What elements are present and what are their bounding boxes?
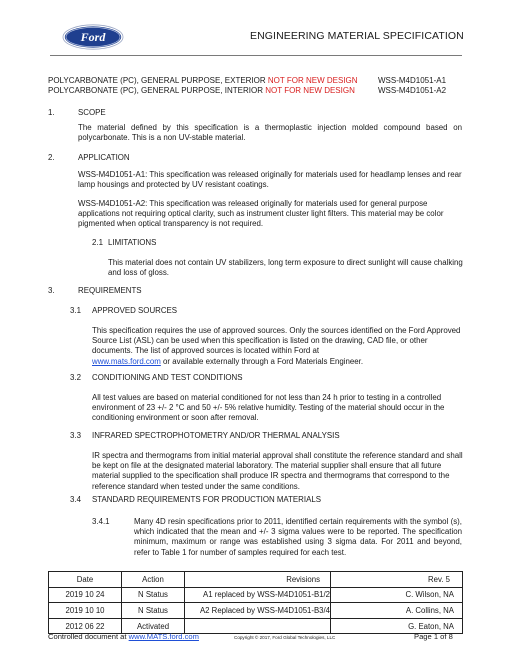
sigma-requirements-text: Many 4D resin specifications prior to 2011, identified certain requirements with the symbol (s), which indicated that the mean and +/- 3 sigma values were to be reported. The specification minimum, maximum or range was established using 3 sigma data. For 2011 and beyond, refer to Table 1 for number of samples required for each test.: [134, 517, 462, 557]
approved-sources-text: This specification requires the use of approved sources. Only the sources identified on the Ford Approved Source List (ASL) can be used when this specification is listed on the drawing, CAD file, or other documents. The list of approved sources is located within Ford at www.mats.ford.com or available externally through a Ford Materials Engineer.: [92, 326, 461, 366]
revision-date: 2019 10 24: [49, 587, 122, 603]
table-row: [49, 603, 463, 619]
revision-date: 2019 10 10: [49, 603, 122, 619]
material-desc: POLYCARBONATE (PC), GENERAL PURPOSE, EXTERIOR: [48, 76, 266, 85]
infrared-text: IR spectra and thermograms from initial material approval shall constitute the reference standard and shall be kept on file at the designated material laboratory. The material supplier shall ensure that all future material supplied to the specification shall produce IR spectra and thermograms that correspond to the reference standard when tested under the same conditions.: [92, 451, 463, 491]
section-title-standard-requirements: STANDARD REQUIREMENTS FOR PRODUCTION MATERIALS: [92, 495, 321, 504]
header-revisions: Revisions: [185, 572, 331, 588]
section-number: 3.2: [70, 373, 81, 382]
section-title-limitations: LIMITATIONS: [108, 238, 157, 247]
material-code-a2: WSS-M4D1051-A2: [378, 86, 447, 95]
header-date: Date: [49, 572, 122, 588]
table-header-row: [49, 572, 463, 588]
document-title: ENGINEERING MATERIAL SPECIFICATION: [250, 30, 464, 42]
revision-author: G. Eaton, NA: [331, 618, 463, 634]
controlled-document-note: Controlled document at www.MATS.ford.com: [48, 632, 199, 641]
material-desc: POLYCARBONATE (PC), GENERAL PURPOSE, INTERIOR: [48, 86, 263, 95]
revision-date: 2012 06 22: [49, 618, 122, 634]
section-number: 2.1: [92, 238, 103, 247]
ford-logo: [62, 24, 124, 50]
revision-author: A. Collins, NA: [331, 603, 463, 619]
application-text-a1: WSS-M4D1051-A1: This specification was released originally for materials used for headlamp lenses and rear lamp housings and protected by UV resistant coatings.: [78, 170, 462, 190]
revision-author: C. Wilson, NA: [331, 587, 463, 603]
section-title-application: APPLICATION: [78, 153, 130, 162]
revision-description: [185, 618, 331, 634]
section-number: 3.1: [70, 306, 81, 315]
material-line-a1: [48, 76, 358, 85]
section-number: 3.4.1: [92, 517, 110, 526]
scope-text: The material defined by this specification is a thermoplastic injection molded compound based on polycarbonate. This is a non UV-stable material.: [78, 123, 462, 143]
header-divider: [50, 55, 462, 56]
revision-action: Activated: [122, 618, 185, 634]
section-title-approved-sources: APPROVED SOURCES: [92, 306, 178, 315]
section-number: 3.4: [70, 495, 81, 504]
revision-description: A1 replaced by WSS-M4D1051-B1/2: [185, 587, 331, 603]
revision-action: N Status: [122, 587, 185, 603]
table-row: [49, 587, 463, 603]
section-title-conditioning: CONDITIONING AND TEST CONDITIONS: [92, 373, 243, 382]
revision-action: N Status: [122, 603, 185, 619]
page-number: Page 1 of 8: [414, 632, 453, 641]
header-action: Action: [122, 572, 185, 588]
copyright-notice: Copyright © 2017, Ford Global Technologies, LLC: [234, 635, 336, 640]
section-title-infrared: INFRARED SPECTROPHOTOMETRY AND/OR THERMAL ANALYSIS: [92, 431, 340, 440]
section-number: 2.: [48, 153, 55, 162]
revision-table: [48, 571, 463, 634]
section-title-scope: SCOPE: [78, 108, 106, 117]
material-line-a2: [48, 86, 355, 95]
section-title-requirements: REQUIREMENTS: [78, 286, 142, 295]
section-number: 3.: [48, 286, 55, 295]
limitations-text: This material does not contain UV stabilizers, long term exposure to direct sunlight will cause chalking and loss of gloss.: [108, 258, 463, 278]
revision-description: A2 Replaced by WSS-M4D1051-B3/4: [185, 603, 331, 619]
conditioning-text: All test values are based on material conditioned for not less than 24 h prior to testing in a controlled environment of 23 +/- 2 °C and 50 +/- 5% relative humidity. Testing of the material should occur in the conditioning environment or soon after removal.: [92, 393, 445, 423]
status-not-for-new-design: NOT FOR NEW DESIGN: [265, 86, 355, 95]
material-code-a1: WSS-M4D1051-A1: [378, 76, 447, 85]
section-number: 1.: [48, 108, 55, 117]
application-text-a2: WSS-M4D1051-A2: This specification was released originally for materials used for general purpose applications not requiring optical clarity, such as instrument cluster light filters. This material may be color pigmented when optical transparency is not required.: [78, 199, 444, 229]
mats-ford-link[interactable]: www.mats.ford.com: [92, 356, 161, 366]
header-rev-number: Rev. 5: [331, 572, 463, 588]
status-not-for-new-design: NOT FOR NEW DESIGN: [267, 76, 358, 85]
mats-ford-footer-link[interactable]: www.MATS.ford.com: [128, 632, 199, 641]
section-number: 3.3: [70, 431, 81, 440]
ford-logo-text: Ford: [80, 30, 106, 45]
